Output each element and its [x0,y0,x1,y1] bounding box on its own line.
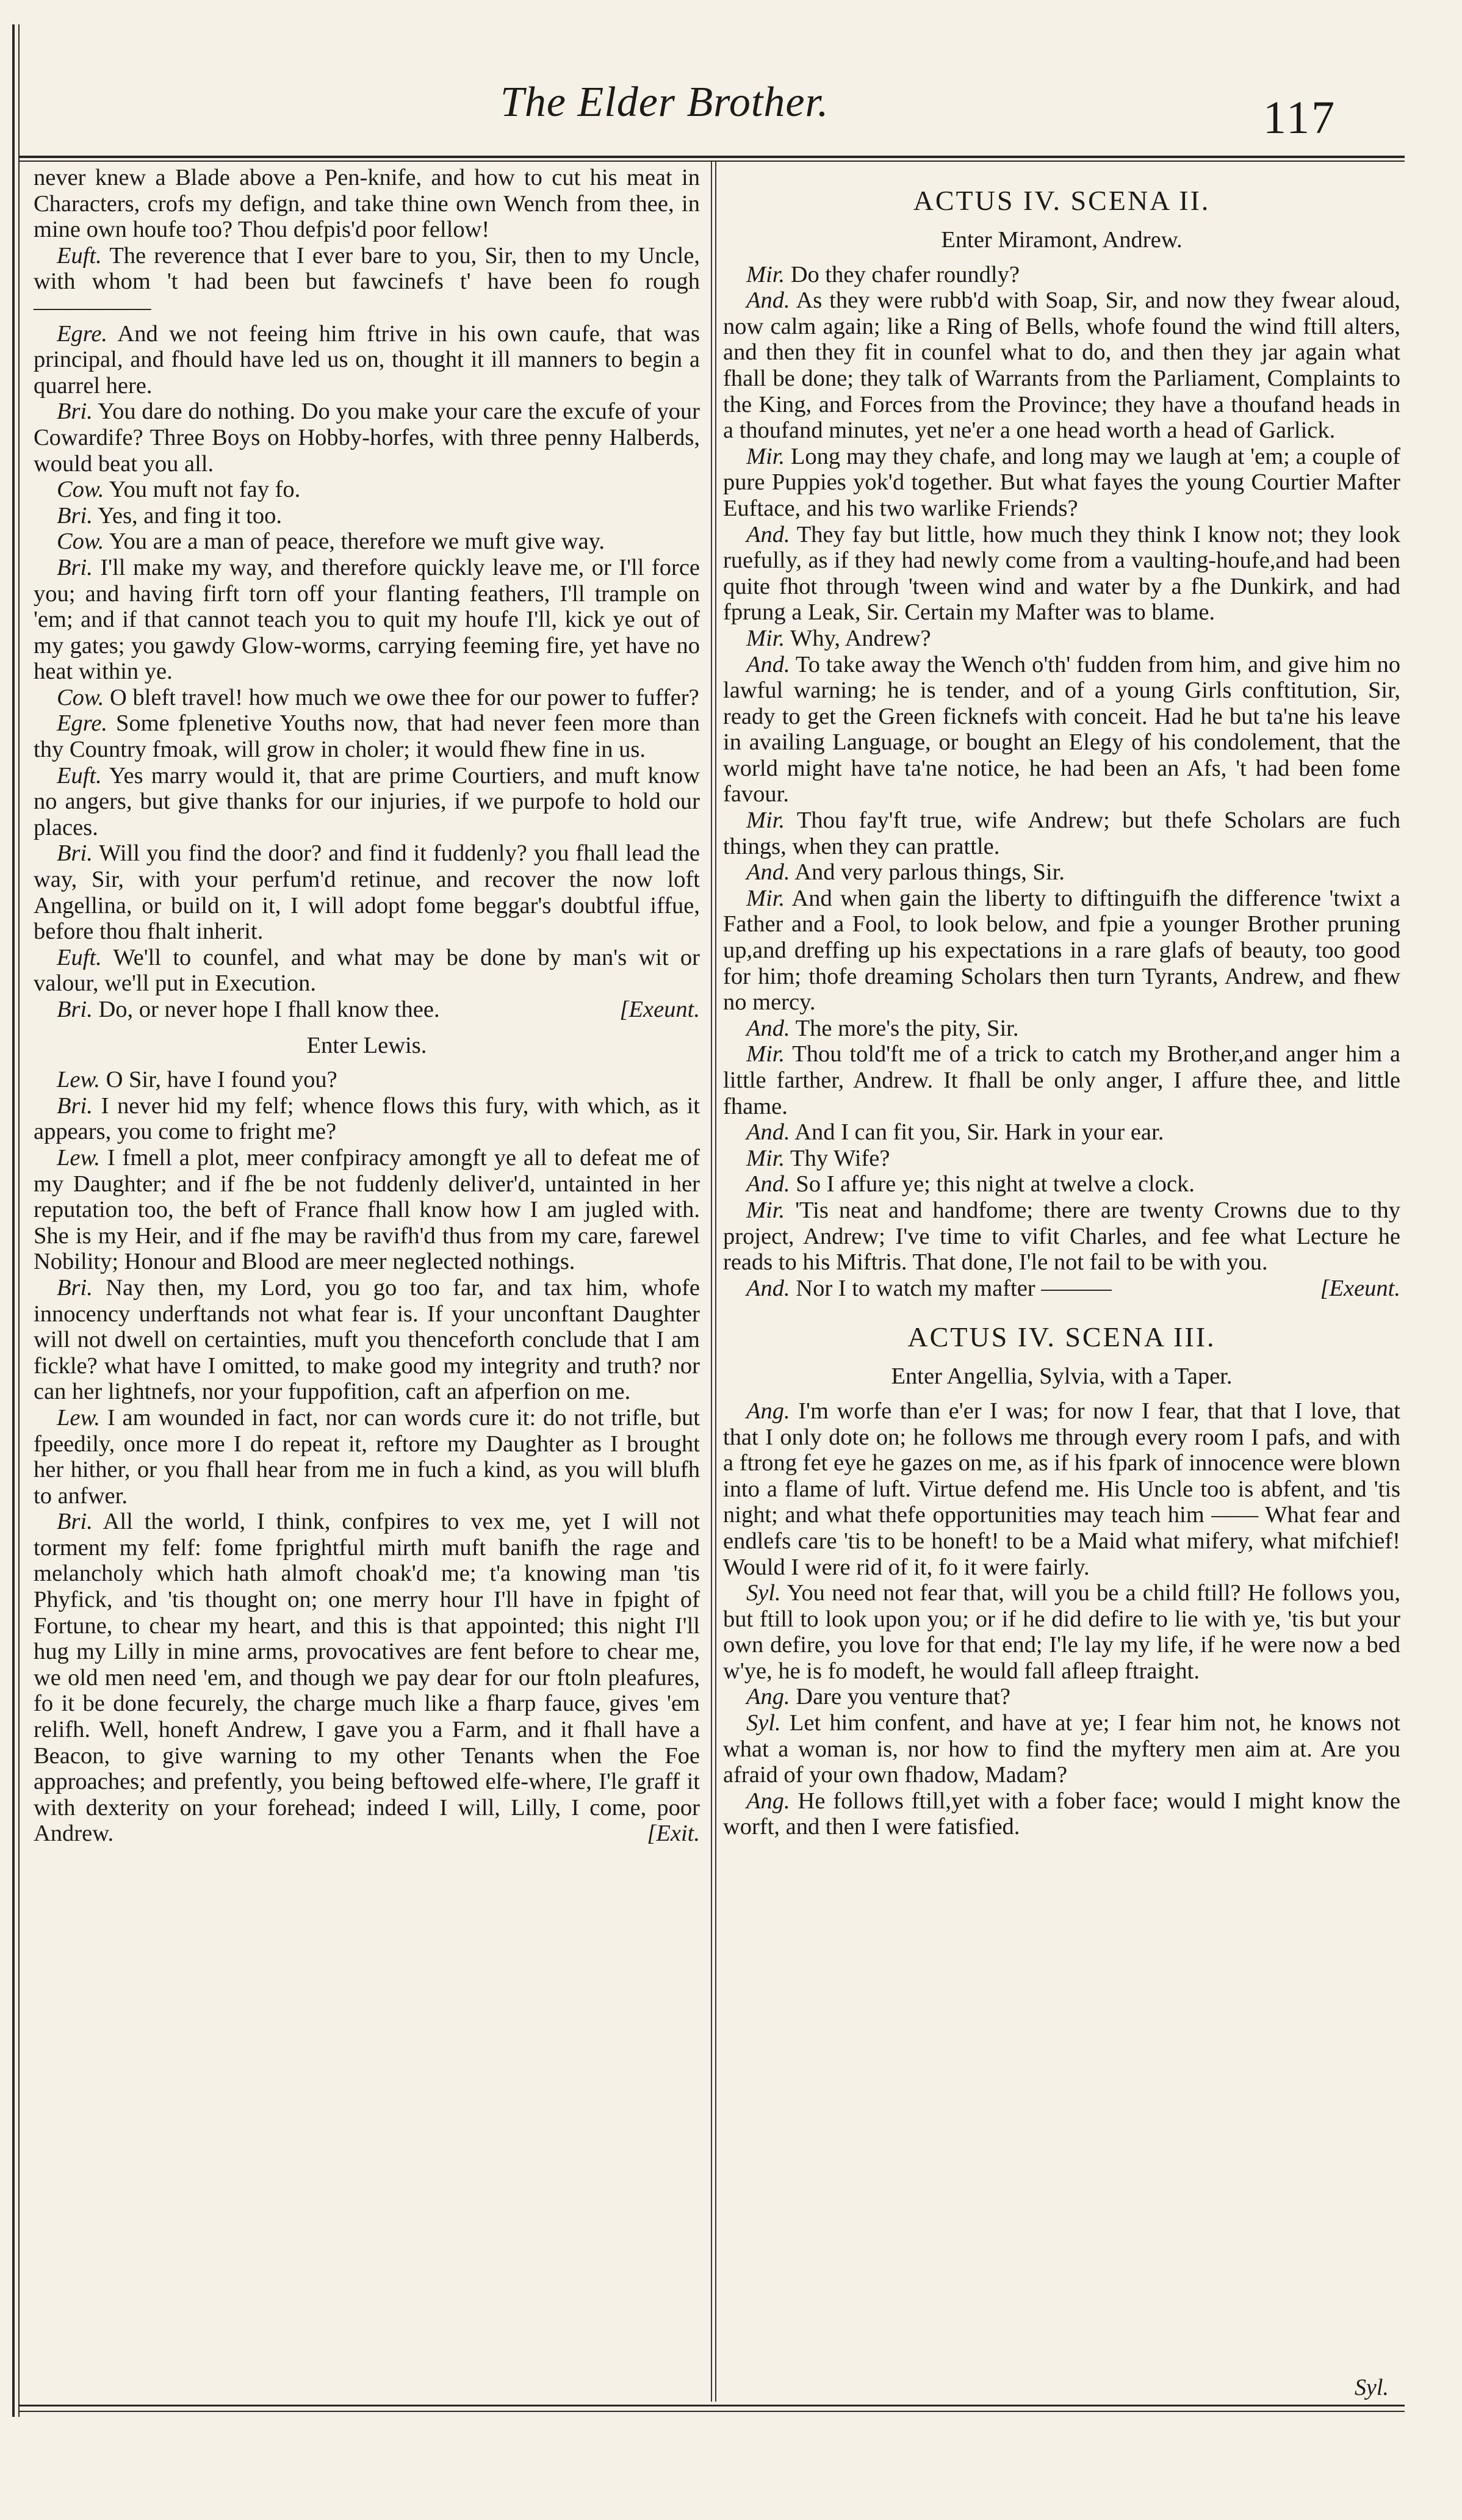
speaker-name: Bri. [57,840,93,867]
header-rule [20,156,1405,158]
speaker-name: Ang. [746,1684,790,1710]
exit-direction: [Exeunt. [1320,1275,1400,1301]
speaker-name: Bri. [57,997,93,1022]
speaker-name: Bri. [57,502,93,529]
speech-paragraph [34,477,700,503]
speech-paragraph [34,945,700,997]
speaker-name: And. [746,1171,790,1197]
speech-text: And I can fit you, Sir. Hark in your ear. [794,1119,1164,1146]
speaker-name: Mir. [746,625,785,651]
speech-text: O Sir, have I found you? [106,1067,337,1093]
speech-text: Do, or never hope I fhall know thee. [98,997,440,1022]
speaker-name: And. [746,1119,790,1146]
speech-text: So I affure ye; this night at twelve a clock. [796,1171,1195,1197]
speech-text: Thou fay'ft true, wife Andrew; but thefe Scholars are fuch things, when they can prattle. [723,807,1400,859]
speech-text: Thou told'ft me of a trick to catch my Brother,and anger him a little farther, Andrew. It fhall be only anger, I affure thee, and little fhame. [723,1041,1400,1119]
speech-paragraph [723,1276,1400,1302]
speaker-name: Bri. [57,1509,93,1535]
speech-text: You are a man of peace, therefore we muft give way. [109,529,605,555]
speaker-name: Egre. [57,710,108,737]
speech-text: As they were rubb'd with Soap, Sir, and now they fwear aloud, now calm again; like a Ring of Bells, whofe found the wind ftill alters, and then they fit in counfel what to do, and then they jar again what fhall be done; they talk of Warrants from the Parliament, Complaints to the King, and Forces from the Province; they have a thoufand heads in a thoufand minutes, yet ne'er a one head worth a head of Garlick. [723,287,1400,444]
right-column [723,165,1400,1840]
speaker-name: Bri. [57,399,93,425]
speech-paragraph [723,522,1400,626]
speech-text: O bleft travel! how much we owe thee for our power to fuffer? [110,684,699,710]
speech-paragraph [34,1145,700,1275]
speech-text: The reverence that I ever bare to you, Sir, then to my Uncle, with whom 't had been but fawcinefs t' have been fo rough————— [34,242,700,320]
speaker-name: Euft. [57,944,102,970]
speaker-name: Bri. [57,554,93,580]
speech-paragraph [723,1119,1400,1146]
speaker-name: And. [746,287,790,314]
exit-direction: [Exit. [647,1821,700,1847]
speech-paragraph [723,287,1400,444]
speech-paragraph [723,1788,1400,1840]
speaker-name: Mir. [746,1041,785,1067]
speech-paragraph [34,555,700,685]
speech-paragraph [34,840,700,944]
speech-text: I'm worfe than e'er I was; for now I fear, that that I love, that that I only dote on; he follows me through every room I pafs, and with a ftrong fet eye he gazes on me, as if his fpark of innocence were blown into a flame of luft. Virtue defend me. His Uncle too is abfent, and 'tis night; and what thefe opportunities may teach him —— What fear and endlefs care 'tis to be honeft! to be a Maid what mifery, what mifchief! Would I were rid of it, fo it were fairly. [723,1398,1400,1580]
speaker-name: And. [746,1015,790,1041]
exit-direction: [Exeunt. [619,997,700,1022]
speaker-name: Egre. [57,320,108,347]
speaker-name: Cow. [57,529,104,555]
header-rule [20,161,1405,162]
speech-paragraph [34,997,700,1023]
speech-paragraph [723,1041,1400,1119]
speech-text: Nay then, my Lord, you go too far, and tax him, whofe innocency underftands not what fear is. If your unconftant Daughter will not dwell on certainties, muft you thenceforth conclude that I am fickle? what have I omitted, to make good my integrity and truth? nor can her lightnefs, nor your fuppofition, caft an afperfion on me. [34,1274,700,1405]
page-border-line [18,24,20,2417]
speaker-name: Cow. [57,477,104,503]
speech-paragraph [34,399,700,477]
speaker-name: Lew. [57,1144,100,1171]
speech-text: I'll make my way, and therefore quickly leave me, or I'll force you; and having firft torn off your flanting feathers, I'll trample on 'em; and if that cannot teach you to quit my houfe I'll, kick ye out of my gates; you gawdy Glow-worms, carrying feeming fire, yet have no heat within ye. [34,554,700,685]
speech-paragraph [34,1067,700,1093]
speech-text: We'll to counfel, and what may be done by man's wit or valour, we'll put in Execution. [34,944,700,997]
speaker-name: And. [746,651,790,677]
speech-text: never knew a Blade above a Pen-knife, and how to cut his meat in Characters, crofs my defign, and take thine own Wench from thee, in mine own houfe too? Thou defpis'd poor fellow! [34,165,700,243]
speaker-name: Ang. [746,1788,790,1814]
speech-text: The more's the pity, Sir. [795,1015,1019,1041]
speech-text: Nor I to watch my mafter ——— [796,1275,1112,1301]
speech-text: 'Tis neat and handfome; there are twenty Crowns due to thy project, Andrew; I've time to vifit Charles, and fee what Lecture he reads to his Miftris. That done, I'le not fail to be with you. [723,1197,1401,1276]
speaker-name: Mir. [746,885,785,911]
speech-text: Long may they chafe, and long may we laugh at 'em; a couple of pure Puppies yok'd together. But what fayes the young Courtier Mafter Euftace, and his two warlike Friends? [723,443,1400,521]
speech-text: Thy Wife? [790,1145,890,1171]
speech-text: Yes marry would it, that are prime Courtiers, and muft know no angers, but give thanks for our injuries, if we purpofe to hold our places. [34,762,700,840]
speaker-name: Bri. [57,1092,93,1119]
speech-text: You need not fear that, will you be a child ftill? He follows you, but ftill to look upon you; or if he did defire to lie with ye, 'tis but your own defire, you love for that end; I'le lay my life, if he were now a bed w'ye, he is fo modeft, he would fall afleep ftraight. [723,1580,1401,1684]
speech-paragraph [723,1398,1400,1580]
speech-text: He follows ftill,yet with a fober face; would I might know the worft, and then I were fatisfied. [723,1788,1401,1840]
speech-paragraph [723,1580,1400,1684]
speech-paragraph [34,321,700,399]
speech-paragraph [34,529,700,555]
column-divider [711,162,712,2402]
speech-paragraph [34,243,700,321]
speaker-name: Euft. [57,242,102,269]
speech-text: You dare do nothing. Do you make your care the excufe of your Cowardife? Three Boys on Hobby-horfes, with three penny Halberds, would beat you all. [34,399,700,477]
speech-paragraph [723,652,1400,808]
speech-paragraph [723,886,1400,1016]
speaker-name: Mir. [746,261,785,287]
footer-rule [20,2411,1405,2412]
speech-paragraph [34,1405,700,1509]
speech-paragraph [723,1684,1400,1710]
speech-paragraph [723,626,1400,652]
speech-text: I am wounded in fact, nor can words cure it: do not trifle, but fpeedily, once more I do repeat it, reftore my Daughter as I brought her hither, or you fhall hear from me in fuch a kind, as you will blufh to anfwer. [34,1404,700,1509]
speech-text: Why, Andrew? [790,625,931,651]
column-divider [715,162,716,2402]
speech-text: I never hid my felf; whence flows this fury, with which, as it appears, you come to fright me? [34,1092,700,1145]
speech-paragraph [723,1171,1400,1197]
stage-direction: Enter Miramont, Andrew. [941,227,1183,253]
speech-paragraph [723,1016,1400,1042]
speech-paragraph [34,503,700,529]
speaker-name: Mir. [746,1197,785,1223]
scene-heading: ACTUS IV. SCENA II. [913,185,1211,216]
speaker-name: Mir. [746,443,785,469]
speech-paragraph [723,1197,1400,1276]
speech-text: To take away the Wench o'th' fudden from him, and give him no lawful warning; he is tender, and of a young Girls conftitution, Sir, ready to get the Green ficknefs with conceit. Had he but ta'ne his leave in availing Language, or bought an Elegy of his condolement, that the world might have ta'ne notice, he had been an Afs, 't had been fome favour. [723,651,1400,807]
speech-paragraph [34,165,700,243]
speaker-name: Mir. [746,1145,785,1171]
speaker-name: Syl. [746,1710,781,1736]
speech-paragraph [34,710,700,762]
speech-text: I fmell a plot, meer confpiracy amongft ye all to defeat me of my Daughter; and if fhe be not fuddenly deliver'd, untainted in her reputation too, the beft of France fhall know how I am jugled with. She is my Heir, and if fhe may be ravifh'd thus from my care, farewel Nobility; Honour and Blood are meer neglected nothings. [34,1144,700,1275]
speech-paragraph [723,1710,1400,1788]
speaker-name: And. [746,859,790,886]
speech-text: You muft not fay fo. [109,477,301,503]
speech-text: And we not feeing him ftrive in his own caufe, that was principal, and fhould have led us on, thought it ill manners to begin a quarrel here. [34,320,700,399]
speaker-name: Lew. [57,1067,100,1093]
stage-direction: Enter Lewis. [306,1032,427,1058]
speech-paragraph [34,1093,700,1145]
page-number: 117 [1263,92,1337,143]
speech-paragraph [34,685,700,711]
speech-paragraph [34,763,700,841]
speech-paragraph [34,1509,700,1847]
speech-paragraph [723,807,1400,859]
speech-paragraph [723,262,1400,288]
speech-text: Will you find the door? and find it fuddenly? you fhall lead the way, Sir, with your perfum'd retinue, and recover the now loft Angellina, or build on it, I will adopt fome beggar's doubtful iffue, before thou fhalt inherit. [34,840,700,945]
speaker-name: Ang. [746,1398,790,1424]
stage-direction: Enter Angellia, Sylvia, with a Taper. [891,1363,1233,1390]
speech-text: Do they chafer roundly? [790,261,1020,287]
speech-text: And very parlous things, Sir. [794,859,1065,886]
speaker-name: Cow. [57,684,104,710]
speech-paragraph [34,1275,700,1405]
speaker-name: Euft. [57,762,102,789]
speech-text: Yes, and fing it too. [98,502,282,529]
running-head: The Elder Brother. [500,79,829,126]
speech-paragraph [723,444,1400,522]
speech-text: Let him confent, and have at ye; I fear him not, he knows not what a woman is, nor how to find the myftery men aim at. Are you afraid of your own fhadow, Madam? [723,1710,1400,1788]
speaker-name: Bri. [57,1274,93,1301]
speaker-name: And. [746,521,790,547]
speech-text: Some fplenetive Youths now, that had never feen more than thy Country fmoak, will grow in choler; it would fhew fine in us. [34,710,700,763]
speech-text: Dare you venture that? [796,1684,1010,1710]
speech-text: And when gain the liberty to diftinguifh the difference 'twixt a Father and a Fool, to look below, and fpie a younger Brother pruning up,and dreffing up his expectations in a rare glafs of beauty, too good for him; thofe dreaming Scholars then turn Tyrants, Andrew, and fhew no mercy. [723,885,1400,1016]
speaker-name: Mir. [746,807,785,834]
speech-text: They fay but little, how much they think I know not; they look ruefully, as if they had newly come from a vaulting-houfe,and had been quite fhot through 'tween wind and water by a fhe Dunkirk, and had fprung a Leak, Sir. Certain my Mafter was to blame. [723,521,1401,626]
speech-paragraph [723,1146,1400,1172]
speech-paragraph [723,859,1400,886]
page-border-line [12,24,15,2417]
speech-text: All the world, I think, confpires to vex me, yet I will not torment my felf: fome fprightful mirth muft banifh the rage and melancholy which hath almoft choak'd me; t'a knowing man 'tis Phyfick, and 'tis thought on; one merry hour I'll have in fpight of Fortune, to chear my heart, and this is that appointed; this night I'll hug my Lilly in mine arms, provocatives are fent before to chear me, we old men need 'em, and though we pay dear for our ftoln pleafures, fo it be done fecurely, the charge much like a fharp fauce, gives 'em relifh. Well, honeft Andrew, I gave you a Farm, and it fhall have a Beacon, to give warning to my other Tenants when the Foe approaches; and prefently, you being beftowed elfe-where, I'le graff it with dexterity on your forehead; indeed I will, Lilly, I come, poor Andrew. [34,1509,700,1847]
left-column [34,165,700,1847]
scene-heading: ACTUS IV. SCENA III. [907,1321,1216,1353]
catchword: Syl. [1355,2375,1389,2400]
speaker-name: Lew. [57,1404,100,1431]
footer-rule [20,2405,1405,2406]
speaker-name: Syl. [746,1580,781,1606]
speaker-name: And. [746,1275,790,1301]
